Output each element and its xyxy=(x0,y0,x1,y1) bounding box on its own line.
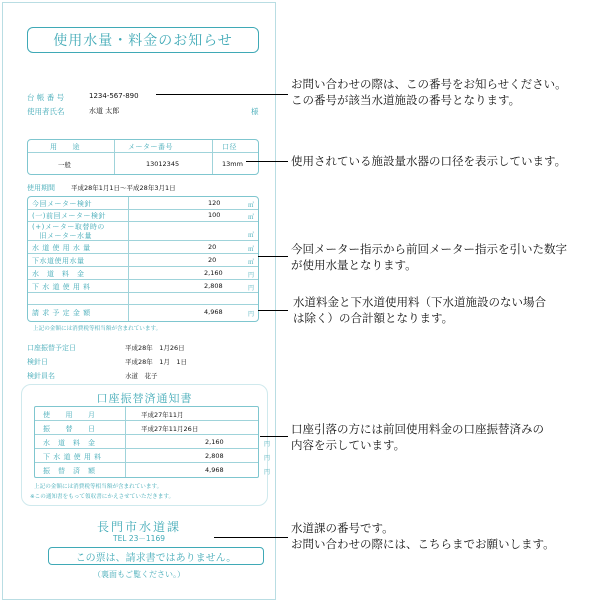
meter-header-row xyxy=(28,140,258,153)
annotation-caliber-line1: 使用されている施設量水器の口径を表示しています。 xyxy=(291,154,567,168)
usage-row-unit: ㎥ xyxy=(247,246,254,253)
usage-row-label: 今回メーター検針 xyxy=(32,200,92,208)
notice-row xyxy=(35,407,258,421)
meter-table xyxy=(27,139,259,175)
honorific: 様 xyxy=(251,107,259,116)
notice-row-value: 平成27年11月26日 xyxy=(141,425,199,433)
see-back-note: （裏面もご覧ください。） xyxy=(93,570,185,579)
reading-date-label: 検針日 xyxy=(27,358,48,366)
meter-header-usage: 用 途 xyxy=(50,143,80,151)
usage-row xyxy=(28,222,258,241)
annotation-ledger xyxy=(291,76,567,108)
usage-row-label: 下 水 道 使 用 料 xyxy=(32,283,91,291)
user-name-label: 使用者氏名 xyxy=(27,107,65,116)
usage-row-label: 水 道 料 金 xyxy=(32,270,85,278)
notice-row xyxy=(35,421,258,435)
usage-row xyxy=(28,280,258,293)
annotation-office xyxy=(291,520,555,552)
office-name: 長門市水道課 xyxy=(96,520,181,534)
usage-row-value: 100 xyxy=(208,211,221,219)
annotation-total-line1: 水道料金と下水道使用料（下水道施設のない場合 xyxy=(293,295,546,309)
notice-row-label: 振 替 済 額 xyxy=(43,467,96,475)
usage-row-value: 120 xyxy=(208,199,221,207)
notice-row xyxy=(35,449,270,463)
usage-table xyxy=(27,196,259,322)
annotation-office-line2: お問い合わせの際には、こちらまでお願いします。 xyxy=(291,537,555,551)
user-name-value: 水道 太郎 xyxy=(89,107,120,115)
usage-row-total xyxy=(28,305,258,321)
notice-title: 口座振替済通知書 xyxy=(96,392,193,405)
not-invoice-notice: この票は、請求書ではありません。 xyxy=(48,547,264,565)
meter-number-value: 13012345 xyxy=(146,160,180,168)
usage-row-value: 20 xyxy=(208,243,217,251)
usage-row-value: 4,968 xyxy=(204,308,223,316)
receipt-title: 使用水量・料金のお知らせ xyxy=(27,27,259,53)
usage-row-unit: ㎥ xyxy=(247,259,254,266)
usage-row-label: 下水道使用水量 xyxy=(32,257,85,265)
notice-row-value: 2,160 xyxy=(205,438,224,446)
notice-table xyxy=(34,406,270,478)
usage-row-unit: ㎥ xyxy=(247,202,254,209)
usage-row-unit: ㎥ xyxy=(247,214,254,221)
notice-row xyxy=(35,435,270,449)
usage-row xyxy=(28,197,258,210)
notice-row-label: 使 用 月 xyxy=(43,411,96,419)
transfer-date-value: 平成28年 1月26日 xyxy=(125,344,185,352)
meter-header-caliber: 口径 xyxy=(222,143,237,151)
usage-row-label: (+)メーター取替時の 旧メーター水量 xyxy=(32,223,105,240)
connector-line-6 xyxy=(214,537,288,538)
usage-row xyxy=(28,254,258,267)
notice-receipt-note: ※この通知書をもって領収書にかえさせていただきます。 xyxy=(30,494,175,500)
tax-note: 上記の金額には消費税等相当額が含まれています。 xyxy=(33,326,162,332)
annotation-caliber xyxy=(291,153,566,169)
period-label: 使用期間 xyxy=(27,184,55,192)
annotation-total xyxy=(293,294,546,326)
notice-row-label: 振 替 日 xyxy=(43,425,96,433)
annotation-transfer-line1: 口座引落の方には前回使用料金の口座振替済みの xyxy=(291,422,544,436)
connector-line-1 xyxy=(156,94,288,95)
usage-row-value: 2,160 xyxy=(204,269,223,277)
reader-name-label: 検針員名 xyxy=(27,372,55,380)
notice-row-value: 2,808 xyxy=(205,452,224,460)
ledger-number-label: 台 帳 番 号 xyxy=(27,93,65,102)
annotation-total-line2: は除く）の合計額となります。 xyxy=(293,311,454,325)
connector-line-3 xyxy=(258,256,288,257)
usage-row xyxy=(28,267,258,280)
connector-line-2 xyxy=(246,161,288,162)
annotation-ledger-line2: この番号が該当水道施設の番号となります。 xyxy=(291,93,521,107)
meter-header-number: メーター番号 xyxy=(128,143,173,151)
notice-row-label: 水 道 料 金 xyxy=(43,439,96,447)
meter-usage-value: 一般 xyxy=(58,161,71,169)
usage-row-unit: 円 xyxy=(247,285,254,292)
meter-caliber-value: 13mm xyxy=(222,160,243,168)
notice-row-value: 平成27年11月 xyxy=(141,411,184,419)
connector-line-4 xyxy=(258,310,288,311)
ledger-number-value: 1234-567-890 xyxy=(89,92,139,100)
usage-row-unit: 円 xyxy=(247,272,254,279)
water-bill-receipt xyxy=(2,2,276,600)
notice-row-label: 下 水 道 使 用 料 xyxy=(43,453,102,461)
usage-row-unit: ㎥ xyxy=(247,232,254,239)
usage-row-label: (一)前回メーター検針 xyxy=(32,212,106,220)
usage-row-unit: 円 xyxy=(247,311,254,318)
office-tel: TEL 23－1169 xyxy=(112,534,165,543)
usage-row-value: 20 xyxy=(208,256,217,264)
annotation-usage xyxy=(291,241,567,273)
reading-date-value: 平成28年 1月 1日 xyxy=(125,358,188,366)
usage-row xyxy=(28,241,258,254)
notice-row-value: 4,968 xyxy=(205,466,224,474)
transfer-date-label: 口座振替予定日 xyxy=(27,344,76,352)
annotation-transfer xyxy=(291,421,544,453)
reader-name-value: 水道 花子 xyxy=(125,372,158,380)
notice-row xyxy=(35,463,270,478)
annotation-usage-line1: 今回メーター指示から前回メーター指示を引いた数字 xyxy=(291,242,567,256)
usage-row-label: 請 求 予 定 金 額 xyxy=(32,309,91,317)
annotation-transfer-line2: 内容を示しています。 xyxy=(291,438,406,452)
notice-row-unit: 円 xyxy=(263,469,270,476)
annotation-ledger-line1: お問い合わせの際は、この番号をお知らせください。 xyxy=(291,77,567,91)
notice-tax-note: 上記の金額には消費税等相当額が含まれています。 xyxy=(34,484,163,490)
usage-row-label: 水 道 使 用 水 量 xyxy=(32,244,91,252)
notice-row-unit: 円 xyxy=(263,441,270,448)
annotation-office-line1: 水道課の番号です。 xyxy=(291,521,394,535)
usage-row-value: 2,808 xyxy=(204,282,223,290)
period-value: 平成28年1月1日～平成28年3月1日 xyxy=(71,184,176,192)
transfer-notice xyxy=(21,384,268,506)
notice-row-unit: 円 xyxy=(263,455,270,462)
usage-row xyxy=(28,210,258,222)
connector-line-5 xyxy=(260,436,288,437)
annotation-usage-line2: が使用水量となります。 xyxy=(291,258,417,272)
